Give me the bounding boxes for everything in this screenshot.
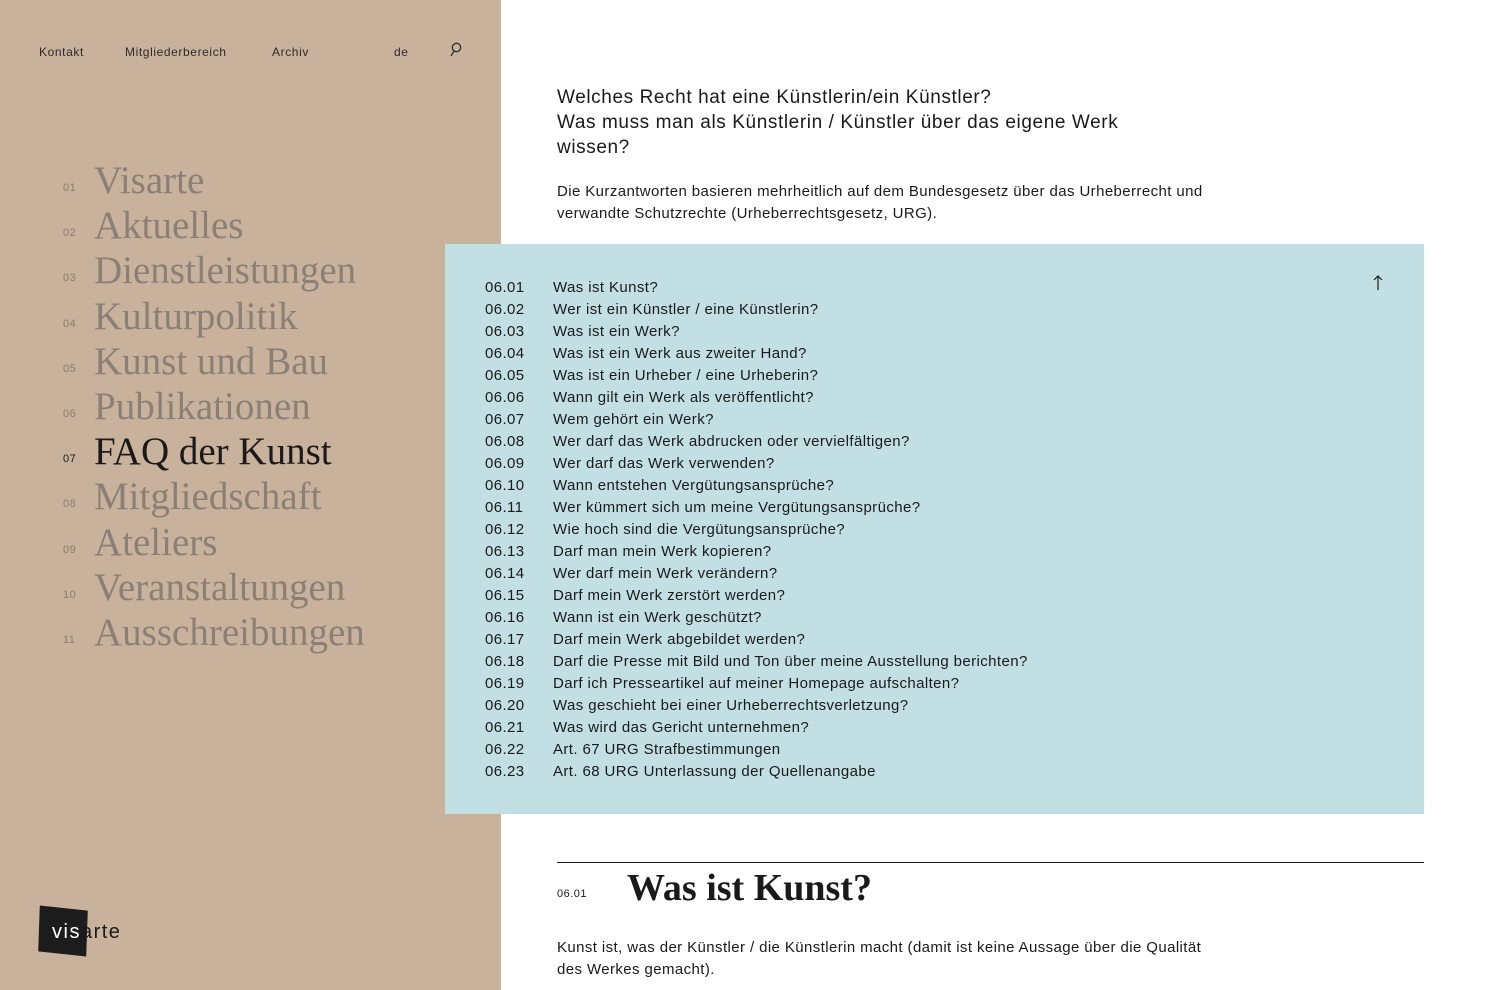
faq-item-number: 06.07 [485, 411, 525, 428]
faq-item-question: Was wird das Gericht unternehmen? [553, 719, 810, 736]
faq-item-number: 06.12 [485, 521, 525, 538]
faq-item-question: Was ist ein Urheber / eine Urheberin? [553, 367, 819, 384]
main-nav-item-number: 07 [63, 453, 77, 466]
main-nav-item-number: 01 [63, 182, 77, 194]
faq-item-number: 06.15 [485, 587, 525, 604]
main-nav-item-number: 08 [63, 498, 77, 511]
faq-item-number: 06.14 [485, 565, 525, 582]
nav-link-archiv[interactable]: Archiv [272, 45, 309, 59]
main-nav-item-label: Publikationen [94, 384, 311, 428]
main-nav-item-label: Aktuelles [94, 204, 244, 248]
faq-index-item[interactable] [485, 343, 1028, 365]
faq-item-number: 06.21 [485, 719, 525, 736]
faq-item-question: Wer ist ein Künstler / eine Künstlerin? [553, 301, 819, 318]
faq-item-number: 06.19 [485, 675, 525, 692]
faq-index-item[interactable] [485, 585, 1028, 607]
faq-item-number: 06.22 [485, 741, 525, 758]
main-nav-item-label: Mitgliedschaft [94, 475, 322, 519]
faq-item-number: 06.06 [485, 389, 525, 406]
faq-item-number: 06.08 [485, 433, 525, 450]
faq-item-number: 06.10 [485, 477, 525, 494]
faq-item-question: Wann entstehen Vergütungsansprüche? [553, 477, 835, 494]
faq-item-number: 06.05 [485, 367, 525, 384]
faq-item-question: Wer kümmert sich um meine Vergütungsansprüche? [553, 499, 921, 516]
faq-item-question: Art. 68 URG Unterlassung der Quellenangabe [553, 763, 876, 780]
main-nav-item-label: FAQ der Kunst [94, 430, 332, 474]
sidebar [0, 0, 501, 990]
faq-item-question: Was geschieht bei einer Urheberrechtsverletzung? [553, 697, 909, 714]
faq-item-number: 06.03 [485, 323, 525, 340]
faq-item-question: Wann ist ein Werk geschützt? [553, 609, 762, 626]
section-body: Kunst ist, was der Künstler / die Künstlerin macht (damit ist keine Aussage über die Qualität des Werkes gemacht). [557, 939, 1202, 978]
faq-index-item[interactable] [485, 761, 1028, 783]
language-switch[interactable]: de [394, 45, 409, 59]
main-nav-item-number: 04 [63, 317, 77, 330]
faq-item-number: 06.18 [485, 653, 525, 670]
main-nav-item-label: Kulturpolitik [94, 294, 298, 338]
faq-item-number: 06.11 [485, 499, 524, 516]
main-nav-item-number: 06 [63, 407, 77, 420]
top-navigation [39, 45, 479, 61]
main-nav-item-label: Kunst und Bau [94, 339, 328, 383]
faq-item-question: Darf mein Werk zerstört werden? [553, 587, 786, 604]
faq-index-item[interactable] [485, 409, 1028, 431]
faq-index-item[interactable] [485, 497, 1028, 519]
nav-link-kontakt[interactable]: Kontakt [39, 45, 84, 59]
section-divider [557, 862, 1424, 863]
faq-index-item[interactable] [485, 739, 1028, 761]
main-nav-item-label: Veranstaltungen [94, 565, 346, 609]
faq-index-item[interactable] [485, 673, 1028, 695]
faq-index-item[interactable] [485, 453, 1028, 475]
faq-item-question: Wer darf das Werk abdrucken oder vervielfältigen? [553, 433, 910, 450]
faq-index-item[interactable] [485, 321, 1028, 343]
main-nav-item-label: Visarte [94, 159, 205, 202]
main-nav-item-label: Ateliers [94, 520, 218, 564]
faq-index-item[interactable] [485, 299, 1028, 321]
faq-item-number: 06.02 [485, 301, 525, 318]
faq-item-number: 06.17 [485, 631, 525, 648]
intro-line-2: Was muss man als Künstlerin / Künstler über das eigene Werk wissen? [557, 112, 1119, 158]
faq-item-number: 06.20 [485, 697, 525, 714]
logo-wordmark: visarte [52, 921, 122, 943]
faq-index-item[interactable] [485, 563, 1028, 585]
faq-index-item[interactable] [485, 717, 1028, 739]
main-nav-item-number: 10 [63, 588, 77, 601]
intro-line-1: Welches Recht hat eine Künstlerin/ein Künstler? [557, 87, 992, 108]
faq-item-number: 06.23 [485, 763, 525, 780]
faq-item-question: Wem gehört ein Werk? [553, 411, 714, 428]
main-nav-item-label: Ausschreibungen [94, 610, 365, 654]
faq-index-item[interactable] [485, 607, 1028, 629]
faq-item-number: 06.01 [485, 279, 525, 296]
faq-index-item[interactable] [485, 629, 1028, 651]
faq-item-number: 06.04 [485, 345, 525, 362]
faq-index-item[interactable] [485, 519, 1028, 541]
faq-item-question: Was ist ein Werk? [553, 323, 680, 340]
section-number: 06.01 [557, 888, 588, 900]
faq-index-item[interactable] [485, 277, 1028, 299]
faq-index-list [485, 277, 1028, 783]
faq-item-number: 06.16 [485, 609, 525, 626]
search-icon[interactable] [449, 42, 463, 58]
main-nav-item-label: Dienstleistungen [94, 249, 357, 293]
faq-item-question: Wer darf das Werk verwenden? [553, 455, 775, 472]
intro-note: Die Kurzantworten basieren mehrheitlich auf dem Bundesgesetz über das Urheberrecht und verwandte Schutzrechte (Urheberrechtsgesetz, URG). [557, 183, 1203, 222]
faq-index-item[interactable] [485, 651, 1028, 673]
faq-index-panel [445, 244, 1424, 814]
section-title: Was ist Kunst? [627, 867, 872, 909]
faq-item-question: Darf mein Werk abgebildet werden? [553, 631, 806, 648]
intro-heading [557, 85, 1197, 160]
main-nav-item-number: 11 [63, 633, 76, 646]
faq-index-item[interactable] [485, 475, 1028, 497]
main-nav-item-number: 05 [63, 362, 77, 375]
visarte-logo[interactable] [39, 908, 139, 956]
faq-index-item[interactable] [485, 387, 1028, 409]
faq-item-question: Was ist Kunst? [553, 279, 659, 296]
faq-index-item[interactable] [485, 431, 1028, 453]
faq-item-question: Darf man mein Werk kopieren? [553, 543, 772, 560]
faq-index-item[interactable] [485, 541, 1028, 563]
faq-item-question: Wann gilt ein Werk als veröffentlicht? [553, 389, 814, 406]
faq-item-number: 06.13 [485, 543, 525, 560]
faq-item-question: Darf die Presse mit Bild und Ton über meine Ausstellung berichten? [553, 653, 1028, 670]
faq-index-item[interactable] [485, 695, 1028, 717]
faq-item-question: Wer darf mein Werk verändern? [553, 565, 778, 582]
nav-link-mitgliederbereich[interactable]: Mitgliederbereich [125, 45, 227, 59]
arrow-up-icon[interactable] [1371, 274, 1385, 292]
main-nav-item-number: 03 [63, 272, 77, 285]
faq-item-question: Wie hoch sind die Vergütungsansprüche? [553, 521, 846, 538]
main-nav-item-number: 09 [63, 543, 77, 556]
faq-item-question: Art. 67 URG Strafbestimmungen [553, 741, 781, 758]
faq-item-question: Was ist ein Werk aus zweiter Hand? [553, 345, 807, 362]
faq-item-question: Darf ich Presseartikel auf meiner Homepage aufschalten? [553, 675, 960, 692]
faq-item-number: 06.09 [485, 455, 525, 472]
main-nav-item-number: 02 [63, 227, 77, 240]
faq-index-item[interactable] [485, 365, 1028, 387]
